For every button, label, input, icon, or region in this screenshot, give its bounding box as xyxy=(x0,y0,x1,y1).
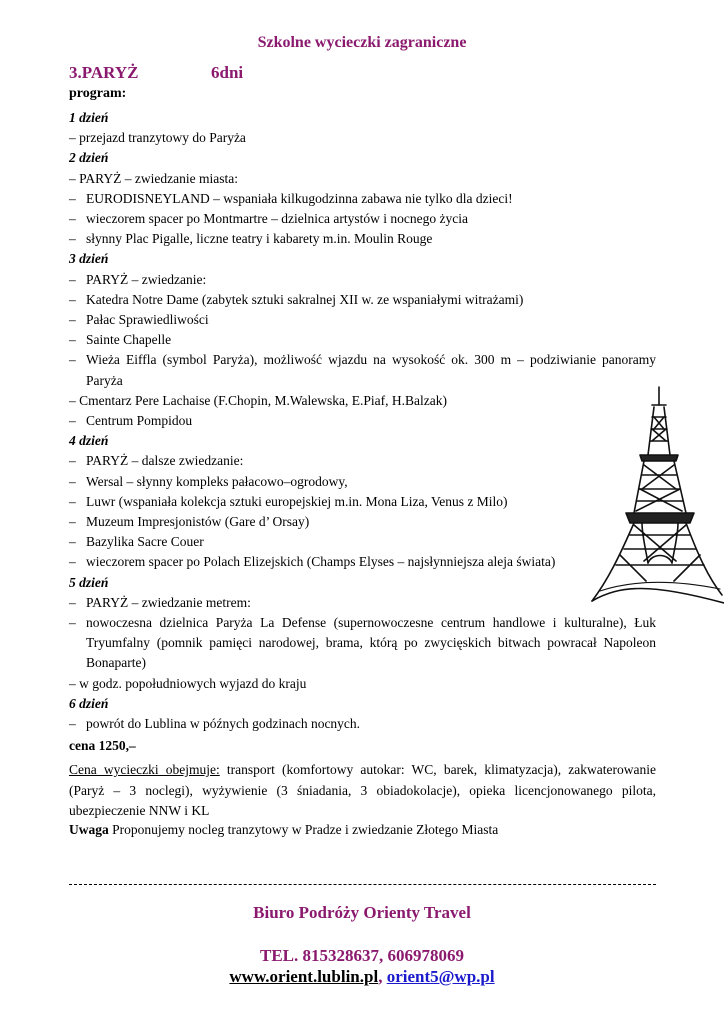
dash-bullet: – xyxy=(69,594,76,610)
itinerary-item-text: Centrum Pompidou xyxy=(86,413,193,429)
itinerary-item-text: EURODISNEYLAND – wspaniała kilkugodzinna zabawa nie tylko dla dzieci! xyxy=(86,190,513,206)
note xyxy=(69,822,498,838)
contact-separator: , xyxy=(378,967,383,986)
itinerary-item xyxy=(69,451,656,471)
itinerary-item xyxy=(69,532,656,552)
dash-bullet: – xyxy=(69,554,76,570)
contact-links xyxy=(0,967,724,987)
dash-bullet: – xyxy=(69,312,76,328)
dash-bullet: – xyxy=(69,271,76,287)
day-label: 6 dzień xyxy=(69,695,109,711)
dash-bullet: – xyxy=(69,453,76,469)
dash-bullet: – xyxy=(69,291,76,307)
day-label: 5 dzień xyxy=(69,574,109,590)
itinerary-item xyxy=(69,593,656,613)
dash-bullet: – xyxy=(69,493,76,509)
itinerary-item xyxy=(69,290,656,310)
dash-bullet: – xyxy=(69,534,76,550)
itinerary-item-text: wieczorem spacer po Polach Elizejskich (Champs Elyses – najsłynniejsza aleja świata) xyxy=(86,554,556,570)
agency-name: Biuro Podróży Orienty Travel xyxy=(253,903,471,922)
itinerary-item-text: Wieża Eiffla (symbol Paryża), możliwość wjazdu na wysokość ok. 300 m – podziwianie panoramy Paryża xyxy=(86,352,656,388)
itinerary-item-text: słynny Plac Pigalle, liczne teatry i kabarety m.in. Moulin Rouge xyxy=(86,231,433,247)
includes-text: transport (komfortowy autokar: WC, barek, klimatyzacja), zakwaterowanie (Paryż – 3 noclegi), wyżywienie (3 śniadania, 3 obiadokolacje), opieka licencjonowanego pilota, ubezpieczenie NNW i KL xyxy=(69,762,656,818)
dash-bullet: – xyxy=(69,413,76,429)
itinerary xyxy=(69,108,656,734)
dash-bullet: – xyxy=(69,352,76,368)
itinerary-line: – przejazd tranzytowy do Paryża xyxy=(69,130,246,146)
day-label: 1 dzień xyxy=(69,110,109,125)
itinerary-item-text: nowoczesna dzielnica Paryża La Defense (supernowoczesne centrum handlowe i kulturalne), Łuk Tryumfalny (pomnik pamięci narodowej, brama, którą po zwycięskich bitwach powracał Napoleon Bonaparte) xyxy=(86,615,656,671)
divider xyxy=(69,884,656,885)
destination: 3.PARYŻ xyxy=(69,63,139,82)
trip-header xyxy=(69,63,244,83)
dash-bullet: – xyxy=(69,514,76,530)
itinerary-item xyxy=(69,330,656,350)
itinerary-item-text: Pałac Sprawiedliwości xyxy=(86,312,209,328)
note-label: Uwaga xyxy=(69,822,109,837)
itinerary-item-text: PARYŻ – dalsze zwiedzanie: xyxy=(86,453,244,469)
itinerary-item xyxy=(69,189,656,209)
itinerary-item-text: Bazylika Sacre Couer xyxy=(86,534,204,550)
itinerary-item xyxy=(69,492,656,512)
itinerary-item-text: powrót do Lublina w późnych godzinach nocnych. xyxy=(86,716,361,732)
note-text: Proponujemy nocleg tranzytowy w Pradze i zwiedzanie Złotego Miasta xyxy=(108,822,499,837)
itinerary-item-text: Sainte Chapelle xyxy=(86,332,172,348)
website-link[interactable]: www.orient.lublin.pl xyxy=(229,967,379,986)
itinerary-item-text: Wersal – słynny kompleks pałacowo–ogrodowy, xyxy=(86,473,348,489)
itinerary-item xyxy=(69,270,656,290)
phone: TEL. 815328637, 606978069 xyxy=(259,946,465,965)
itinerary-item-text: Muzeum Impresjonistów (Gare d’ Orsay) xyxy=(86,514,310,530)
document-title: Szkolne wycieczki zagraniczne xyxy=(257,34,467,51)
itinerary-item xyxy=(69,310,656,330)
itinerary-item xyxy=(69,209,656,229)
dash-bullet: – xyxy=(69,473,76,489)
itinerary-item xyxy=(69,552,656,572)
itinerary-item xyxy=(69,613,656,674)
day-label: 2 dzień xyxy=(69,150,109,166)
price-includes xyxy=(69,760,656,822)
dash-bullet: – xyxy=(69,615,76,631)
day-label: 3 dzień xyxy=(69,251,109,267)
dash-bullet: – xyxy=(69,211,76,227)
dash-bullet: – xyxy=(69,716,76,732)
dash-bullet: – xyxy=(69,190,76,206)
itinerary-item-text: Luwr (wspaniała kolekcja sztuki europejskiej m.in. Mona Liza, Venus z Milo) xyxy=(86,493,508,509)
itinerary-line: – PARYŻ – zwiedzanie miasta: xyxy=(69,170,238,186)
eiffel-tower-icon xyxy=(590,385,724,615)
itinerary-item xyxy=(69,229,656,249)
day-label: 4 dzień xyxy=(69,433,109,449)
program-label: program: xyxy=(69,86,127,101)
itinerary-item xyxy=(69,512,656,532)
price: cena 1250,– xyxy=(69,738,136,753)
itinerary-item-text: Katedra Notre Dame (zabytek sztuki sakralnej XII w. ze wspaniałymi witrażami) xyxy=(86,291,524,307)
dash-bullet: – xyxy=(69,231,76,247)
itinerary-item xyxy=(69,350,656,390)
email-link[interactable]: orient5@wp.pl xyxy=(386,967,495,986)
itinerary-item xyxy=(69,714,656,734)
includes-label: Cena wycieczki obejmuje: xyxy=(69,762,220,777)
itinerary-item xyxy=(69,472,656,492)
itinerary-item xyxy=(69,411,656,431)
itinerary-item-text: PARYŻ – zwiedzanie: xyxy=(86,271,207,287)
dash-bullet: – xyxy=(69,332,76,348)
duration: 6dni xyxy=(211,63,244,82)
itinerary-item-text: PARYŻ – zwiedzanie metrem: xyxy=(86,594,251,610)
itinerary-line: – Cmentarz Pere Lachaise (F.Chopin, M.Walewska, E.Piaf, H.Balzak) xyxy=(69,392,447,408)
itinerary-line: – w godz. popołudniowych wyjazd do kraju xyxy=(69,675,307,691)
itinerary-item-text: wieczorem spacer po Montmartre – dzielnica artystów i nocnego życia xyxy=(86,211,468,227)
